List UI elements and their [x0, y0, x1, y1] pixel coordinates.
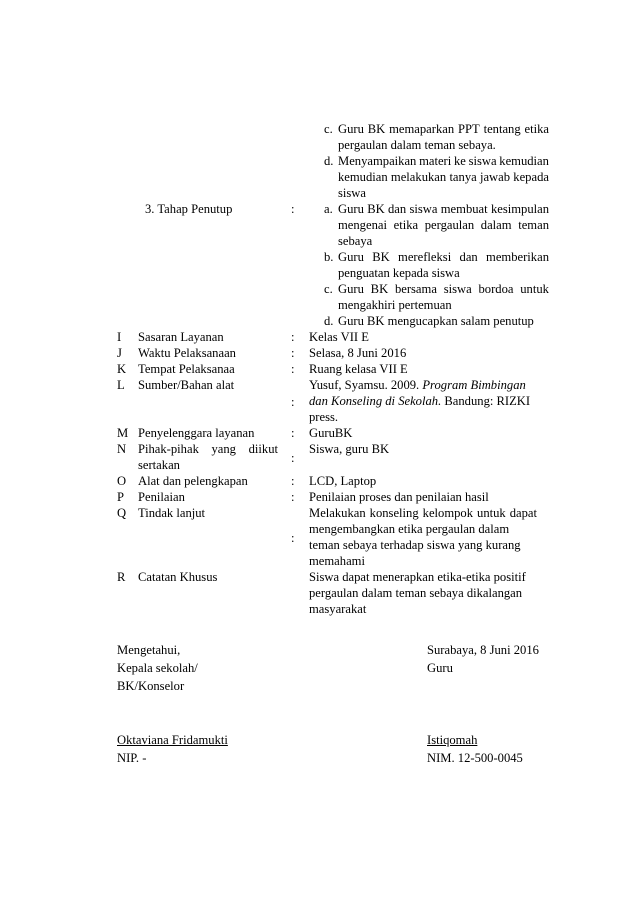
word: konseling	[369, 506, 419, 520]
row-label: Sumber/Bahan alat	[138, 378, 235, 392]
row-value-line: mengembangkan etika pergaulan dalam	[309, 522, 510, 536]
word: Guru	[338, 202, 364, 216]
signature-heading: Mengetahui,	[117, 643, 181, 657]
row-label: Penyelenggara layanan	[138, 426, 255, 440]
word: tanya	[449, 170, 477, 184]
row-letter: O	[117, 474, 127, 488]
word: dan	[387, 202, 407, 216]
row-value-line	[309, 377, 526, 393]
row-letter: L	[117, 378, 125, 392]
row-value-line: masyarakat	[309, 602, 367, 616]
word: dapat	[509, 506, 537, 520]
row-letter: J	[117, 346, 122, 360]
word: mengenai	[338, 218, 387, 232]
word: kelompok	[422, 506, 474, 520]
row-label: Penilaian	[138, 490, 185, 504]
colon: :	[291, 202, 295, 216]
word: kemudian	[499, 154, 549, 168]
row-label: sertakan	[138, 458, 180, 472]
item-line: Guru BK mengucapkan salam penutup	[338, 314, 534, 328]
word: untuk	[520, 282, 549, 296]
row-letter: Q	[117, 506, 127, 520]
item-line	[338, 121, 549, 137]
colon: :	[291, 395, 295, 409]
word: merefleksi	[398, 250, 452, 264]
word: materi	[419, 154, 452, 168]
item-line	[338, 249, 549, 265]
item-letter: c.	[324, 282, 333, 296]
item-letter: d.	[324, 314, 334, 328]
citation-author: Yusuf, Syamsu. 2009.	[309, 378, 420, 392]
row-label	[138, 441, 278, 457]
item-letter: c.	[324, 122, 333, 136]
row-value: GuruBK	[309, 426, 353, 440]
signature-date: Surabaya, 8 Juni 2016	[427, 643, 539, 657]
colon: :	[291, 426, 295, 440]
item-line	[338, 281, 549, 297]
word: Guru	[338, 122, 364, 136]
colon: :	[291, 451, 295, 465]
colon: :	[291, 490, 295, 504]
citation-title: dan Konseling di Sekolah.	[309, 394, 442, 408]
word: etika	[393, 218, 419, 232]
item-letter: a.	[324, 202, 333, 216]
word: Melakukan	[309, 506, 366, 520]
word: etika	[524, 122, 549, 136]
signature-role: BK/Konselor	[117, 679, 185, 693]
row-letter: K	[117, 362, 127, 376]
word: kesimpulan	[490, 202, 549, 216]
colon: :	[291, 330, 295, 344]
colon: :	[291, 346, 295, 360]
row-value-line	[309, 393, 530, 409]
word: BK	[372, 250, 390, 264]
word: yang	[211, 442, 236, 456]
item-line	[338, 169, 549, 185]
item-letter: b.	[324, 250, 334, 264]
row-letter: N	[117, 442, 127, 456]
word: PPT	[458, 122, 480, 136]
row-value-line: pergaulan dalam teman sebaya dikalangan	[309, 586, 523, 600]
word: BK	[367, 202, 385, 216]
colon: :	[291, 474, 295, 488]
word: Guru	[338, 250, 364, 264]
item-letter: d.	[324, 154, 334, 168]
word: Menyampaikan	[338, 154, 417, 168]
section-label: 3. Tahap Penutup	[145, 202, 233, 216]
row-value: LCD, Laptop	[309, 474, 377, 488]
item-line: siswa	[338, 186, 366, 200]
row-letter: P	[117, 490, 125, 504]
colon: :	[291, 531, 295, 545]
word: membuat	[440, 202, 488, 216]
row-label: Tindak lanjut	[138, 506, 206, 520]
word: teman	[518, 218, 549, 232]
word: BK	[370, 282, 389, 296]
word: dan	[459, 250, 478, 264]
row-value-line: memahami	[309, 554, 365, 568]
word: tentang	[483, 122, 521, 136]
signature-name: Oktaviana Fridamukti	[117, 733, 228, 747]
row-letter: R	[117, 570, 126, 584]
row-value: Kelas VII E	[309, 330, 369, 344]
word: Guru	[338, 282, 364, 296]
word: jawab	[479, 170, 511, 184]
word: kepada	[513, 170, 549, 184]
word: untuk	[477, 506, 506, 520]
word: diikut	[248, 442, 278, 456]
word: Pihak-pihak	[138, 442, 199, 456]
word: BK	[367, 122, 386, 136]
word: melakukan	[390, 170, 447, 184]
word: siswa	[468, 154, 497, 168]
item-line	[338, 153, 549, 169]
signature-id: NIP. -	[117, 751, 147, 765]
item-line: penguatan kepada siswa	[338, 266, 460, 280]
word: memberikan	[486, 250, 549, 264]
row-label: Alat dan pelengkapan	[138, 474, 248, 488]
row-value: Selasa, 8 Juni 2016	[309, 346, 407, 360]
signature-name: Istiqomah	[427, 733, 478, 747]
signature-id: NIM. 12-500-0045	[427, 751, 523, 765]
row-label: Catatan Khusus	[138, 570, 218, 584]
item-line	[338, 201, 549, 217]
citation-title: Program Bimbingan	[422, 378, 526, 392]
item-line: sebaya	[338, 234, 373, 248]
row-value: Ruang kelasa VII E	[309, 362, 408, 376]
citation-publisher: Bandung: RIZKI	[444, 394, 531, 408]
row-value: Penilaian proses dan penilaian hasil	[309, 490, 489, 504]
word: dalam	[480, 218, 512, 232]
word: pergaulan	[424, 218, 475, 232]
row-value-line: Siswa dapat menerapkan etika-etika positif	[309, 570, 526, 584]
row-value-line: press.	[309, 410, 339, 424]
item-line	[338, 217, 549, 233]
signature-role: Kepala sekolah/	[117, 661, 198, 675]
item-line: pergaulan dalam teman sebaya.	[338, 138, 496, 152]
colon: :	[291, 362, 295, 376]
row-label: Waktu Pelaksanaan	[138, 346, 236, 360]
word: siswa	[409, 202, 438, 216]
word: memaparkan	[389, 122, 455, 136]
row-letter: I	[117, 330, 122, 344]
word: siswa	[443, 282, 472, 296]
row-value-line: teman sebaya terhadap siswa yang kurang	[309, 538, 521, 552]
item-line: mengakhiri pertemuan	[338, 298, 452, 312]
row-value-line	[309, 505, 537, 521]
row-letter: M	[117, 426, 129, 440]
row-label: Sasaran Layanan	[138, 330, 224, 344]
word: kemudian	[338, 170, 388, 184]
word: ke	[453, 154, 466, 168]
row-label: Tempat Pelaksanaa	[138, 362, 235, 376]
signature-role: Guru	[427, 661, 453, 675]
word: bersama	[394, 282, 437, 296]
row-value: Siswa, guru BK	[309, 442, 390, 456]
word: bordoa	[478, 282, 514, 296]
